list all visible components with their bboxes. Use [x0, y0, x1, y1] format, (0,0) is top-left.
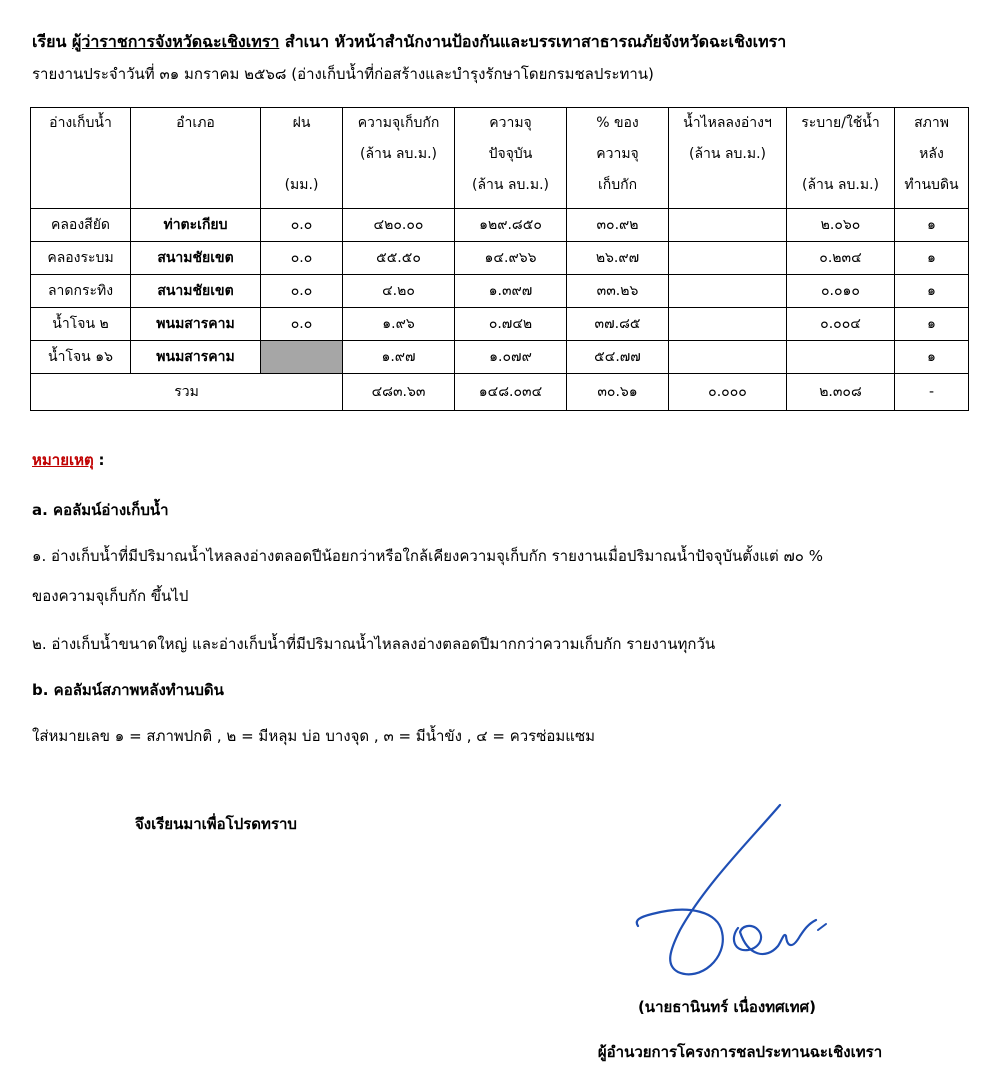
cell-status: ๑	[895, 341, 969, 374]
header-current: ความจุ ปัจจุบัน (ล้าน ลบ.ม.)	[455, 108, 567, 209]
cc-recipient: หัวหน้าสำนักงานป้องกันและบรรเทาสาธารณภัยจังหวัดฉะเชิงเทรา	[334, 32, 787, 51]
total-current: ๑๔๘.๐๓๔	[455, 374, 567, 411]
cell-percent: ๓๓.๒๖	[567, 275, 669, 308]
header-inflow: น้ำไหลลงอ่างฯ (ล้าน ลบ.ม.)	[669, 108, 787, 209]
cell-release: ๒.๐๖๐	[787, 209, 895, 242]
cell-name: น้ำโจน ๒	[31, 308, 131, 341]
table-total-row	[31, 374, 969, 411]
table-row	[31, 308, 969, 341]
cell-current: ๑๒๙.๘๕๐	[455, 209, 567, 242]
note-b-text: ใส่หมายเลข ๑ = สภาพปกติ , ๒ = มีหลุม บ่อ บางจุด , ๓ = มีน้ำขัง , ๔ = ควรซ่อมแซม	[32, 727, 596, 745]
cell-inflow	[669, 341, 787, 374]
salutation: เรียน	[32, 32, 67, 51]
header-percent: % ของ ความจุ เก็บกัก	[567, 108, 669, 209]
header-release: ระบาย/ใช้น้ำ (ล้าน ลบ.ม.)	[787, 108, 895, 209]
table-row	[31, 209, 969, 242]
cell-release: ๐.๐๐๔	[787, 308, 895, 341]
table-header-row	[31, 108, 969, 209]
header-reservoir: อ่างเก็บน้ำ	[31, 108, 131, 209]
total-percent: ๓๐.๖๑	[567, 374, 669, 411]
cell-release: ๐.๒๓๔	[787, 242, 895, 275]
cell-district: พนมสารคาม	[131, 341, 261, 374]
note-a1-line2: ของความจุเก็บกัก ขึ้นไป	[32, 587, 189, 605]
total-status: -	[895, 374, 969, 411]
cell-district: สนามชัยเขต	[131, 242, 261, 275]
cell-capacity: ๔.๒๐	[343, 275, 455, 308]
notes-section-b: b. คอลัมน์สภาพหลังทำนบดิน	[32, 681, 224, 699]
closing-text: จึงเรียนมาเพื่อโปรดทราบ	[135, 815, 297, 833]
cell-status: ๑	[895, 209, 969, 242]
cell-status: ๑	[895, 308, 969, 341]
cell-inflow	[669, 242, 787, 275]
cell-rain: ๐.๐	[261, 209, 343, 242]
cell-name: คลองระบม	[31, 242, 131, 275]
cell-current: ๑.๓๙๗	[455, 275, 567, 308]
cc-label: สำเนา	[284, 32, 330, 51]
cell-inflow	[669, 209, 787, 242]
cell-district: พนมสารคาม	[131, 308, 261, 341]
cell-rain: ๐.๐	[261, 242, 343, 275]
header-capacity: ความจุเก็บกัก (ล้าน ลบ.ม.)	[343, 108, 455, 209]
cell-percent: ๓๐.๙๒	[567, 209, 669, 242]
header-dam-status: สภาพ หลัง ทำนบดิน	[895, 108, 969, 209]
cell-rain	[261, 341, 343, 374]
cell-percent: ๓๗.๘๕	[567, 308, 669, 341]
reservoir-table	[30, 107, 969, 411]
signatory-name: (นายธานินทร์ เนื่องทศเทศ)	[637, 998, 817, 1016]
cell-current: ๑๔.๙๖๖	[455, 242, 567, 275]
cell-inflow	[669, 275, 787, 308]
cell-name: ลาดกระทิง	[31, 275, 131, 308]
cell-current: ๑.๐๗๙	[455, 341, 567, 374]
cell-release: ๐.๐๑๐	[787, 275, 895, 308]
header-line-1	[32, 28, 968, 56]
cell-rain: ๐.๐	[261, 275, 343, 308]
table-row	[31, 242, 969, 275]
notes-title: หมายเหตุ	[32, 451, 94, 469]
cell-capacity: ๑.๙๖	[343, 308, 455, 341]
table-row	[31, 341, 969, 374]
cell-district: สนามชัยเขต	[131, 275, 261, 308]
report-header	[32, 28, 968, 88]
cell-rain: ๐.๐	[261, 308, 343, 341]
total-release: ๒.๓๐๘	[787, 374, 895, 411]
header-rain: ฝน (มม.)	[261, 108, 343, 209]
table-row	[31, 275, 969, 308]
cell-capacity: ๔๒๐.๐๐	[343, 209, 455, 242]
cell-name: คลองสียัด	[31, 209, 131, 242]
notes-colon: :	[98, 451, 105, 469]
cell-district: ท่าตะเกียบ	[131, 209, 261, 242]
signatory-position: ผู้อำนวยการโครงการชลประทานฉะเชิงเทรา	[597, 1043, 883, 1061]
note-a1-line1: ๑. อ่างเก็บน้ำที่มีปริมาณน้ำไหลลงอ่างตลอดปีน้อยกว่าหรือใกล้เคียงความจุเก็บกัก รายงานเมื่อปริมาณน้ำปัจจุบันตั้งแต่ ๗๐ %	[32, 547, 823, 565]
cell-percent: ๒๖.๙๗	[567, 242, 669, 275]
header-district: อำเภอ	[131, 108, 261, 209]
note-a2: ๒. อ่างเก็บน้ำขนาดใหญ่ และอ่างเก็บน้ำที่มีปริมาณน้ำไหลลงอ่างตลอดปีมากกว่าความเก็บกัก รายงานทุกวัน	[32, 635, 716, 653]
cell-capacity: ๕๕.๕๐	[343, 242, 455, 275]
total-inflow: ๐.๐๐๐	[669, 374, 787, 411]
total-capacity: ๔๘๓.๖๓	[343, 374, 455, 411]
cell-percent: ๕๔.๗๗	[567, 341, 669, 374]
cell-name: น้ำโจน ๑๖	[31, 341, 131, 374]
cell-status: ๑	[895, 242, 969, 275]
cell-release	[787, 341, 895, 374]
cell-inflow	[669, 308, 787, 341]
notes-section-a: a. คอลัมน์อ่างเก็บน้ำ	[32, 501, 169, 519]
cell-current: ๐.๗๔๒	[455, 308, 567, 341]
recipient: ผู้ว่าราชการจังหวัดฉะเชิงเทรา	[71, 32, 280, 51]
total-label: รวม	[31, 374, 343, 411]
notes-section	[32, 448, 968, 752]
handwritten-signature	[630, 800, 840, 985]
cell-capacity: ๑.๙๗	[343, 341, 455, 374]
cell-status: ๑	[895, 275, 969, 308]
report-subtitle: รายงานประจำวันที่ ๓๑ มกราคม ๒๕๖๘ (อ่างเก็บน้ำที่ก่อสร้างและบำรุงรักษาโดยกรมชลประทาน)	[32, 65, 654, 83]
